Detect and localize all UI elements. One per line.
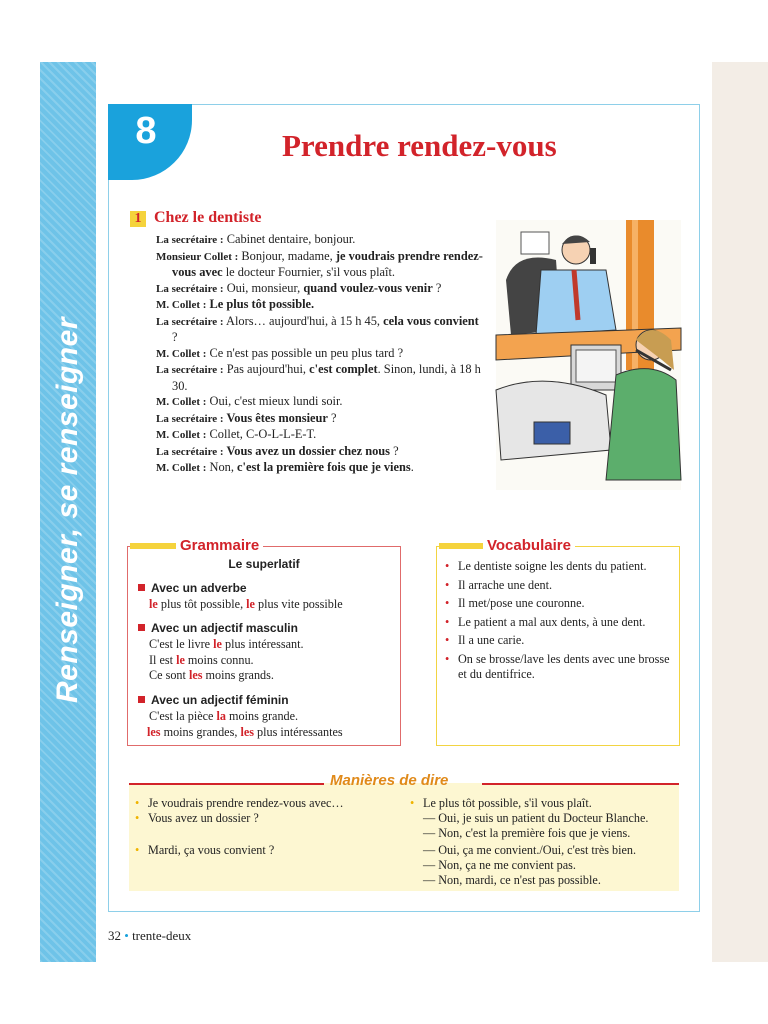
list-item: • Le patient a mal aux dents, à une dent.: [445, 614, 646, 629]
dialogue-line: La secrétaire : Vous avez un dossier chez nous ?: [156, 443, 399, 458]
list-item: • Il met/pose une couronne.: [445, 596, 585, 610]
bullet-icon: •: [445, 633, 450, 647]
bullet-icon: •: [445, 577, 450, 592]
feminin-examples: C'est la pièce la moins grande. les moins grandes, les plus intéressantes: [147, 709, 343, 739]
page-word: trente-deux: [132, 928, 192, 943]
list-item: • Mardi, ça vous convient ?: [135, 843, 275, 857]
vocabulaire-head-bar: [439, 543, 483, 549]
vocabulaire-box: [436, 537, 680, 746]
masculin-examples: C'est le livre le plus intéressant. Il est le moins connu. Ce sont les moins grands.: [149, 637, 304, 682]
dialogue-line: La secrétaire : Oui, monsieur, quand voulez-vous venir ?: [156, 280, 442, 295]
list-item: • Le plus tôt possible, s'il vous plaît.: [410, 796, 592, 810]
dialogue-line: M. Collet : Oui, c'est mieux lundi soir.: [156, 394, 343, 408]
manieres-heading: Manières de dire: [330, 772, 449, 789]
speaker: La secrétaire :: [156, 412, 224, 425]
speaker: La secrétaire :: [156, 315, 224, 328]
dialogue-line: La secrétaire : Vous êtes monsieur ?: [156, 410, 337, 425]
vocabulaire-heading: Vocabulaire: [483, 537, 575, 554]
bullet-icon: •: [445, 596, 450, 610]
speaker: M. Collet :: [156, 396, 207, 408]
dialogue-line: M. Collet : Collet, C-O-L-L-E-T.: [156, 427, 317, 441]
list-item: • On se brosse/lave les dents avec une brosse et du dentifrice.: [445, 651, 670, 681]
page-title: Prendre rendez-vous: [282, 128, 557, 163]
list-item: — Oui, ça me convient./Oui, c'est très bien.: [423, 843, 637, 857]
speaker: La secrétaire :: [156, 282, 224, 295]
bullet-icon: •: [445, 651, 450, 666]
list-item: • Je voudrais prendre rendez-vous avec…: [135, 796, 344, 810]
dialogue-line: M. Collet : Non, c'est la première fois que je viens.: [156, 460, 414, 474]
grammaire-head-bar: [130, 543, 176, 549]
list-item: — Non, mardi, ce n'est pas possible.: [423, 873, 601, 887]
dialogue-line: Monsieur Collet : Bonjour, madame, je voudrais prendre rendez-vous avec le docteur Fournier, s'il vous plaît.: [156, 248, 483, 279]
side-band: [40, 62, 96, 962]
dialogue-line: La secrétaire : Cabinet dentaire, bonjour.: [156, 232, 356, 246]
list-item: — Oui, je suis un patient du Docteur Blanche.: [423, 811, 649, 825]
grammaire-heading: Grammaire: [176, 537, 263, 554]
chapter-number: 8: [135, 110, 157, 152]
speaker: Monsieur Collet :: [156, 250, 239, 263]
dialogue: [156, 232, 486, 477]
list-item: • Il a une carie.: [445, 633, 525, 647]
bullet-icon: •: [124, 928, 129, 943]
dialogue-line: M. Collet : Le plus tôt possible.: [156, 297, 315, 311]
speaker: M. Collet :: [156, 462, 207, 474]
adverbe-label: Avec un adverbe: [138, 581, 247, 595]
grammaire-subtitle: Le superlatif: [228, 557, 300, 571]
feminin-label: Avec un adjectif féminin: [138, 693, 289, 707]
speaker: M. Collet :: [156, 429, 207, 441]
manieres-left-col: [135, 796, 400, 858]
manieres-right-col: [410, 796, 678, 888]
list-item: — Non, ça ne me convient pas.: [423, 858, 576, 872]
red-square-icon: [138, 696, 145, 703]
list-item: • Le dentiste soigne les dents du patient.: [445, 559, 647, 573]
list-item: • Vous avez un dossier ?: [135, 811, 259, 825]
speaker: La secrétaire :: [156, 364, 224, 376]
list-item: — Non, c'est la première fois que je viens.: [423, 826, 631, 840]
masculin-label: Avec un adjectif masculin: [138, 621, 298, 635]
dentist-office-illustration: [486, 210, 686, 496]
side-title: Renseigner, se renseigner: [51, 317, 84, 704]
red-square-icon: [138, 584, 145, 591]
page-number: 32: [108, 928, 121, 943]
page-edge: [712, 62, 768, 962]
manieres-rule-left: [129, 783, 324, 785]
manieres-rule-right: [482, 783, 679, 785]
adverbe-example: le plus tôt possible, le plus vite possible: [149, 597, 343, 611]
list-item: • Il arrache une dent.: [445, 577, 553, 592]
bullet-icon: •: [445, 614, 450, 629]
dialogue-line: La secrétaire : Alors… aujourd'hui, à 15 h 45, cela vous convient ?: [156, 313, 479, 344]
red-square-icon: [138, 624, 145, 631]
dialogue-line: M. Collet : Ce n'est pas possible un peu plus tard ?: [156, 345, 404, 360]
page-footer: [108, 928, 191, 944]
speaker: La secrétaire :: [156, 234, 224, 246]
speaker: M. Collet :: [156, 299, 207, 311]
speaker: La secrétaire :: [156, 445, 224, 458]
bullet-icon: •: [445, 559, 450, 573]
section-title: Chez le dentiste: [154, 209, 262, 226]
speaker: M. Collet :: [156, 347, 207, 360]
grammaire-box: [127, 537, 401, 746]
dialogue-line: La secrétaire : Pas aujourd'hui, c'est complet. Sinon, lundi, à 18 h 30.: [156, 362, 481, 393]
section-number: 1: [130, 211, 146, 227]
vocabulaire-list: [445, 559, 677, 686]
